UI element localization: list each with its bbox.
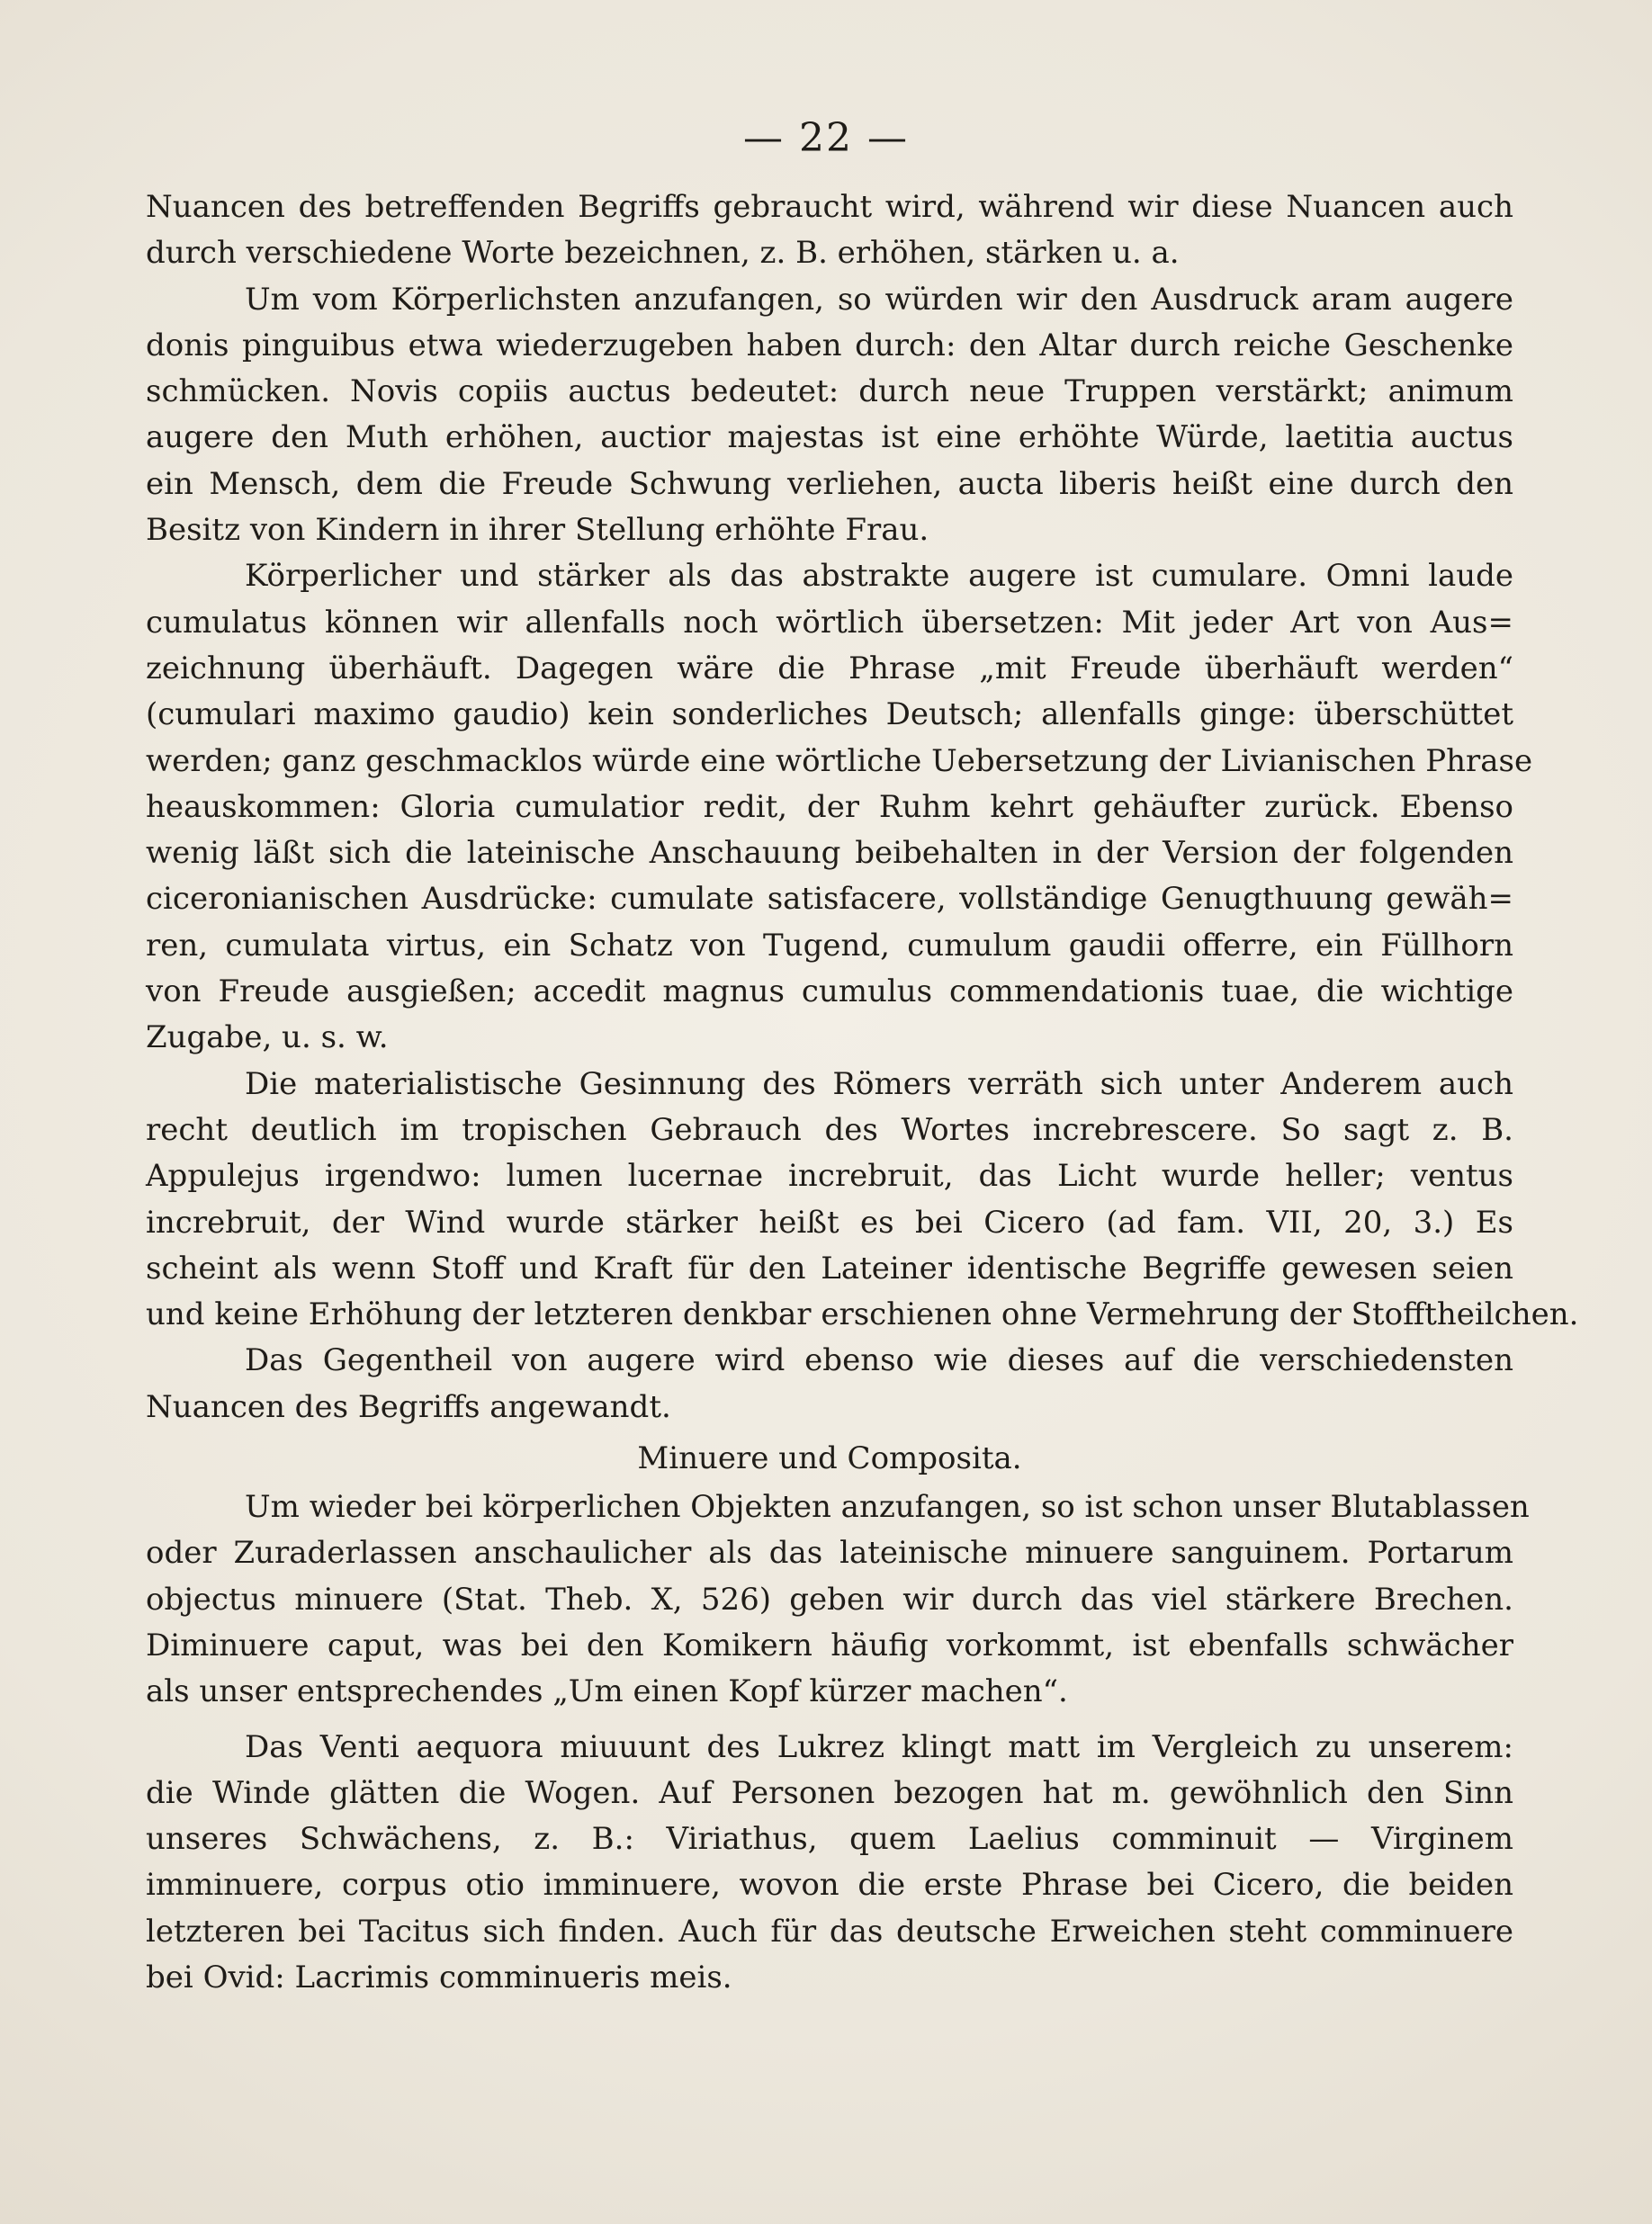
text-line: die Winde glätten die Wogen. Auf Personen bezogen hat m. gewöhnlich den Sinn	[146, 1774, 1513, 1811]
text-line: (cumulari maximo gaudio) kein sonderliches Deutsch; allenfalls ginge: überschüttet	[146, 696, 1513, 733]
text-line: Appulejus irgendwo: lumen lucernae increbruit, das Licht wurde heller; ventus	[146, 1158, 1513, 1195]
text-line: recht deutlich im tropischen Gebrauch des Wortes increbrescere. So sagt z. B.	[146, 1111, 1513, 1148]
text-line: Nuancen des betreffenden Begriffs gebraucht wird, während wir diese Nuancen auch	[146, 189, 1513, 225]
text-line: augere den Muth erhöhen, auctior majestas ist eine erhöhte Würde, laetitia auctus	[146, 419, 1513, 456]
text-line: ciceronianischen Ausdrücke: cumulate satisfacere, vollständige Genugthuung gewäh=	[146, 881, 1513, 918]
text-line: Besitz von Kindern in ihrer Stellung erhöhte Frau.	[146, 512, 929, 549]
text-line: Nuancen des Begriffs angewandt.	[146, 1388, 671, 1425]
text-line: objectus minuere (Stat. Theb. X, 526) geben wir durch das viel stärkere Brechen.	[146, 1581, 1513, 1618]
text-line: cumulatus können wir allenfalls noch wörtlich übersetzen: Mit jeder Art von Aus=	[146, 604, 1513, 641]
text-line: Diminuere caput, was bei den Komikern häufig vorkommt, ist ebenfalls schwächer	[146, 1627, 1513, 1664]
text-line: Um vom Körperlichsten anzufangen, so würden wir den Ausdruck aram augere	[245, 281, 1513, 318]
text-line: wenig läßt sich die lateinische Anschauung beibehalten in der Version der folgenden	[146, 835, 1513, 872]
text-line: oder Zuraderlassen anschaulicher als das lateinische minuere sanguinem. Portarum	[146, 1535, 1513, 1572]
text-line: Um wieder bei körperlichen Objekten anzufangen, so ist schon unser Blutablassen	[245, 1489, 1530, 1526]
text-line: donis pinguibus etwa wiederzugeben haben durch: den Altar durch reiche Geschenke	[146, 327, 1513, 363]
text-line: und keine Erhöhung der letzteren denkbar erschienen ohne Vermehrung der Stofftheilchen.	[146, 1296, 1579, 1333]
text-line: durch verschiedene Worte bezeichnen, z. B. erhöhen, stärken u. a.	[146, 235, 1180, 272]
paragraph-spacer	[146, 1716, 1513, 1725]
text-line: imminuere, corpus otio imminuere, wovon die erste Phrase bei Cicero, die beiden	[146, 1867, 1513, 1904]
text-line: zeichnung überhäuft. Dagegen wäre die Phrase „mit Freude überhäuft werden“	[146, 650, 1513, 686]
page-number: — 22 —	[743, 115, 909, 161]
text-line: von Freude ausgießen; accedit magnus cumulus commendationis tuae, die wichtige	[146, 973, 1513, 1010]
text-line: Körperlicher und stärker als das abstrakte augere ist cumulare. Omni laude	[245, 558, 1513, 595]
section-heading: Minuere und Composita.	[637, 1440, 1022, 1477]
text-line: werden; ganz geschmacklos würde eine wörtliche Uebersetzung der Livianischen Phrase	[146, 742, 1533, 779]
text-line: heauskommen: Gloria cumulatior redit, der Ruhm kehrt gehäufter zurück. Ebenso	[146, 788, 1513, 825]
text-line: Das Venti aequora miuuunt des Lukrez klingt matt im Vergleich zu unserem:	[245, 1728, 1513, 1765]
text-line: schmücken. Novis copiis auctus bedeutet: durch neue Truppen verstärkt; animum	[146, 373, 1513, 410]
text-line: unseres Schwächens, z. B.: Viriathus, quem Laelius comminuit — Virginem	[146, 1821, 1513, 1858]
text-line: Zugabe, u. s. w.	[146, 1019, 389, 1056]
text-line: ein Mensch, dem die Freude Schwung verliehen, aucta liberis heißt eine durch den	[146, 465, 1513, 502]
text-line: letzteren bei Tacitus sich finden. Auch für das deutsche Erweichen steht comminuere	[146, 1913, 1513, 1950]
text-line: Das Gegentheil von augere wird ebenso wie dieses auf die verschiedensten	[245, 1342, 1513, 1379]
text-line: scheint als wenn Stoff und Kraft für den Lateiner identische Begriffe gewesen seien	[146, 1250, 1513, 1287]
text-line: ren, cumulata virtus, ein Schatz von Tugend, cumulum gaudii offerre, ein Füllhorn	[146, 927, 1513, 964]
text-line: increbruit, der Wind wurde stärker heißt es bei Cicero (ad fam. VII, 20, 3.) Es	[146, 1204, 1513, 1241]
body-text	[146, 184, 1579, 2001]
text-line: als unser entsprechendes „Um einen Kopf kürzer machen“.	[146, 1673, 1068, 1710]
text-line: Die materialistische Gesinnung des Römers verräth sich unter Anderem auch	[245, 1065, 1513, 1102]
text-line: bei Ovid: Lacrimis comminueris meis.	[146, 1959, 732, 1995]
